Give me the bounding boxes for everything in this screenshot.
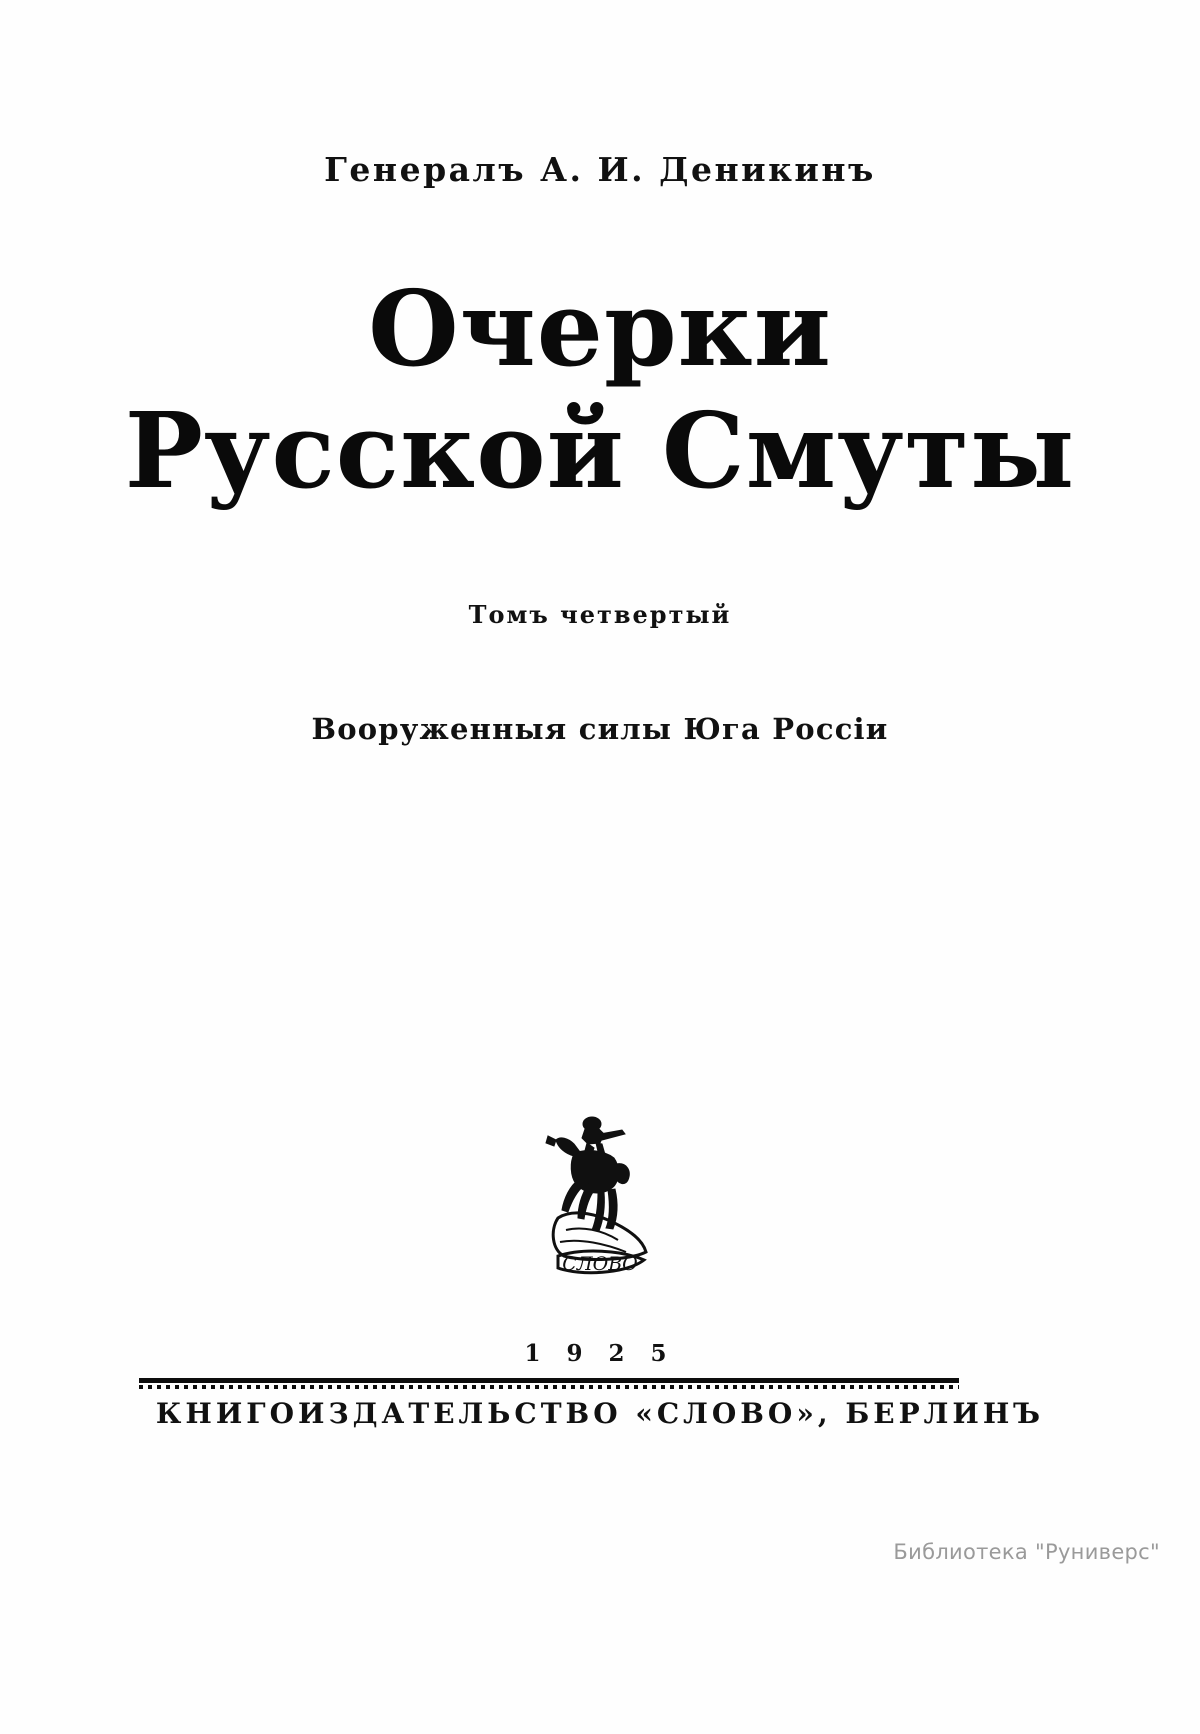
- book-title-line-2: Русской Смуты: [124, 389, 1076, 512]
- author-name: Генералъ А. И. Деникинъ: [324, 150, 876, 189]
- rule-dotted-line: [139, 1385, 959, 1389]
- library-watermark: Библиотека "Руниверс": [893, 1540, 1160, 1564]
- book-title: [0, 267, 1200, 514]
- publisher-imprint: КНИГОИЗДАТЕЛЬСТВО «СЛОВО», БЕРЛИНЪ: [155, 1397, 1045, 1430]
- book-title-line-1: Очерки: [368, 267, 832, 390]
- rule-solid-line: [139, 1378, 959, 1383]
- decorative-rule: [139, 1378, 959, 1390]
- volume-subtitle: Вооруженныя силы Юга Россiи: [311, 712, 889, 746]
- publisher-emblem-icon: [530, 1110, 670, 1300]
- volume-label: Томъ четвертый: [468, 600, 732, 629]
- emblem-word: СЛОВО: [562, 1253, 638, 1275]
- publication-year: 1 9 2 5: [524, 1340, 676, 1367]
